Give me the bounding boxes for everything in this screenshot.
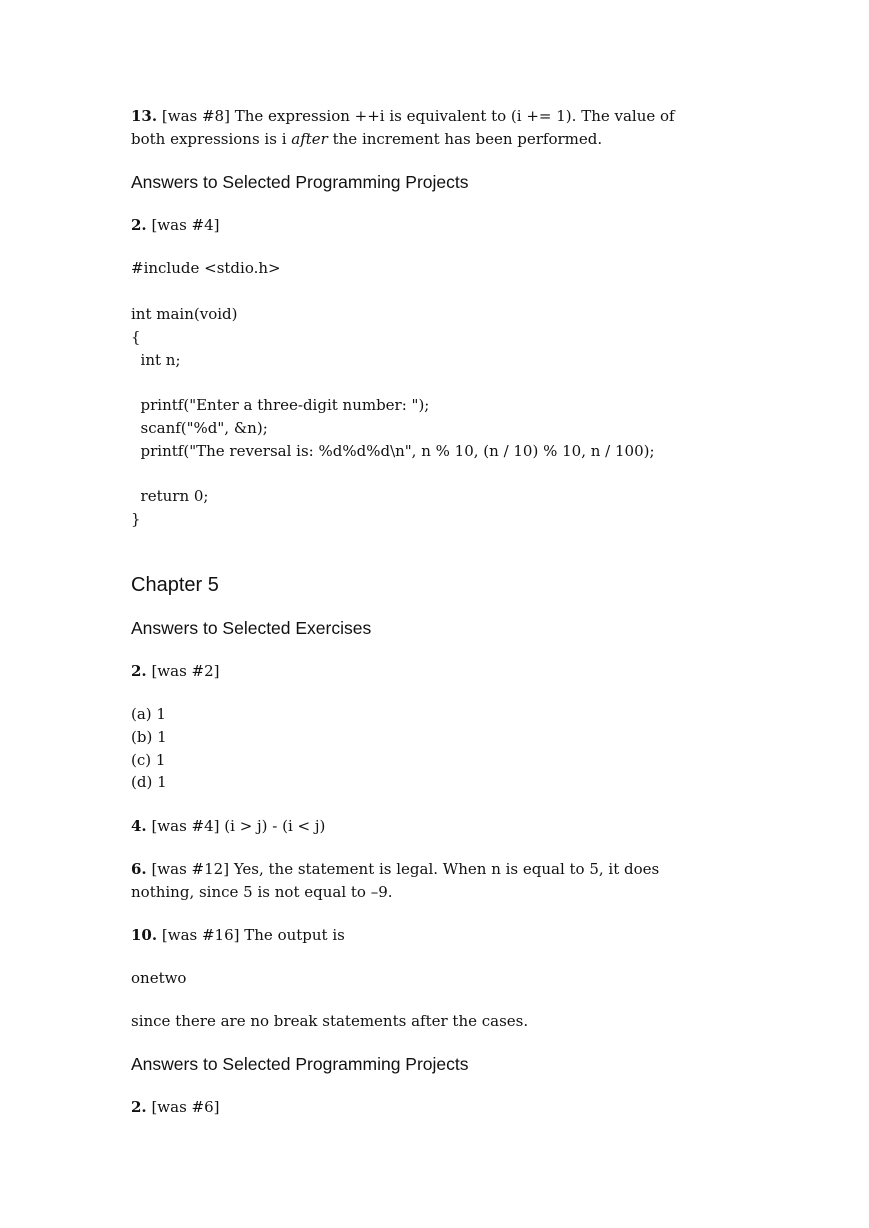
answer-13 bbox=[131, 105, 675, 151]
section-heading: Answers to Selected Programming Projects bbox=[131, 1054, 469, 1074]
project-2-heading bbox=[131, 214, 220, 237]
answer-text: both expressions is i bbox=[131, 130, 292, 148]
code-include-line: #include <stdio.h> bbox=[131, 259, 281, 277]
exercise-6 bbox=[131, 858, 659, 904]
code-line: return 0; bbox=[131, 487, 209, 506]
code-line: { bbox=[131, 327, 141, 346]
answer-text: [was #4] (i > j) - (i < j) bbox=[146, 817, 326, 835]
item-label: [was #2] bbox=[146, 662, 220, 680]
code-line: printf("The reversal is: %d%d%d\n", n % 10, (n / 10) % 10, n / 100); bbox=[131, 441, 655, 460]
answer-text: the increment has been performed. bbox=[327, 130, 603, 148]
code-line bbox=[131, 463, 655, 486]
answer-line: (d) 1 bbox=[131, 773, 167, 792]
item-number: 2. bbox=[131, 1098, 147, 1116]
section-heading: Answers to Selected Programming Projects bbox=[131, 172, 469, 192]
item-number: 2. bbox=[131, 662, 147, 680]
chapter-title: Chapter 5 bbox=[131, 574, 219, 596]
answer-line: (b) 1 bbox=[131, 727, 167, 746]
project-2-heading bbox=[131, 1096, 220, 1119]
exercise-2-answers bbox=[131, 703, 167, 794]
answer-text: nothing, since 5 is not equal to –9. bbox=[131, 883, 393, 901]
code-line: } bbox=[131, 510, 141, 529]
item-label: [was #6] bbox=[146, 1098, 220, 1116]
code-line: scanf("%d", &n); bbox=[131, 418, 268, 437]
answer-text: [was #8] The expression ++i is equivalent to (i += 1). The value of bbox=[157, 107, 675, 125]
code-block bbox=[131, 303, 655, 531]
program-output: onetwo bbox=[131, 969, 187, 987]
code-line: int main(void) bbox=[131, 305, 238, 323]
item-number: 13. bbox=[131, 107, 158, 125]
item-number: 4. bbox=[131, 817, 147, 835]
exercise-2-heading bbox=[131, 660, 220, 683]
exercise-10-note: since there are no break statements after the cases. bbox=[131, 1012, 529, 1030]
section-heading: Answers to Selected Exercises bbox=[131, 618, 372, 638]
item-number: 2. bbox=[131, 216, 147, 234]
code-line: printf("Enter a three-digit number: "); bbox=[131, 396, 430, 415]
answer-text: [was #16] The output is bbox=[157, 926, 345, 944]
exercise-4 bbox=[131, 815, 325, 838]
item-number: 6. bbox=[131, 860, 147, 878]
answer-line: (c) 1 bbox=[131, 750, 166, 769]
exercise-10 bbox=[131, 924, 345, 947]
item-label: [was #4] bbox=[146, 216, 220, 234]
answer-line: (a) 1 bbox=[131, 705, 166, 723]
item-number: 10. bbox=[131, 926, 158, 944]
answer-text: [was #12] Yes, the statement is legal. When n is equal to 5, it does bbox=[146, 860, 660, 878]
code-line: int n; bbox=[131, 350, 181, 369]
code-line bbox=[131, 371, 655, 394]
emphasis-text: after bbox=[291, 130, 328, 148]
